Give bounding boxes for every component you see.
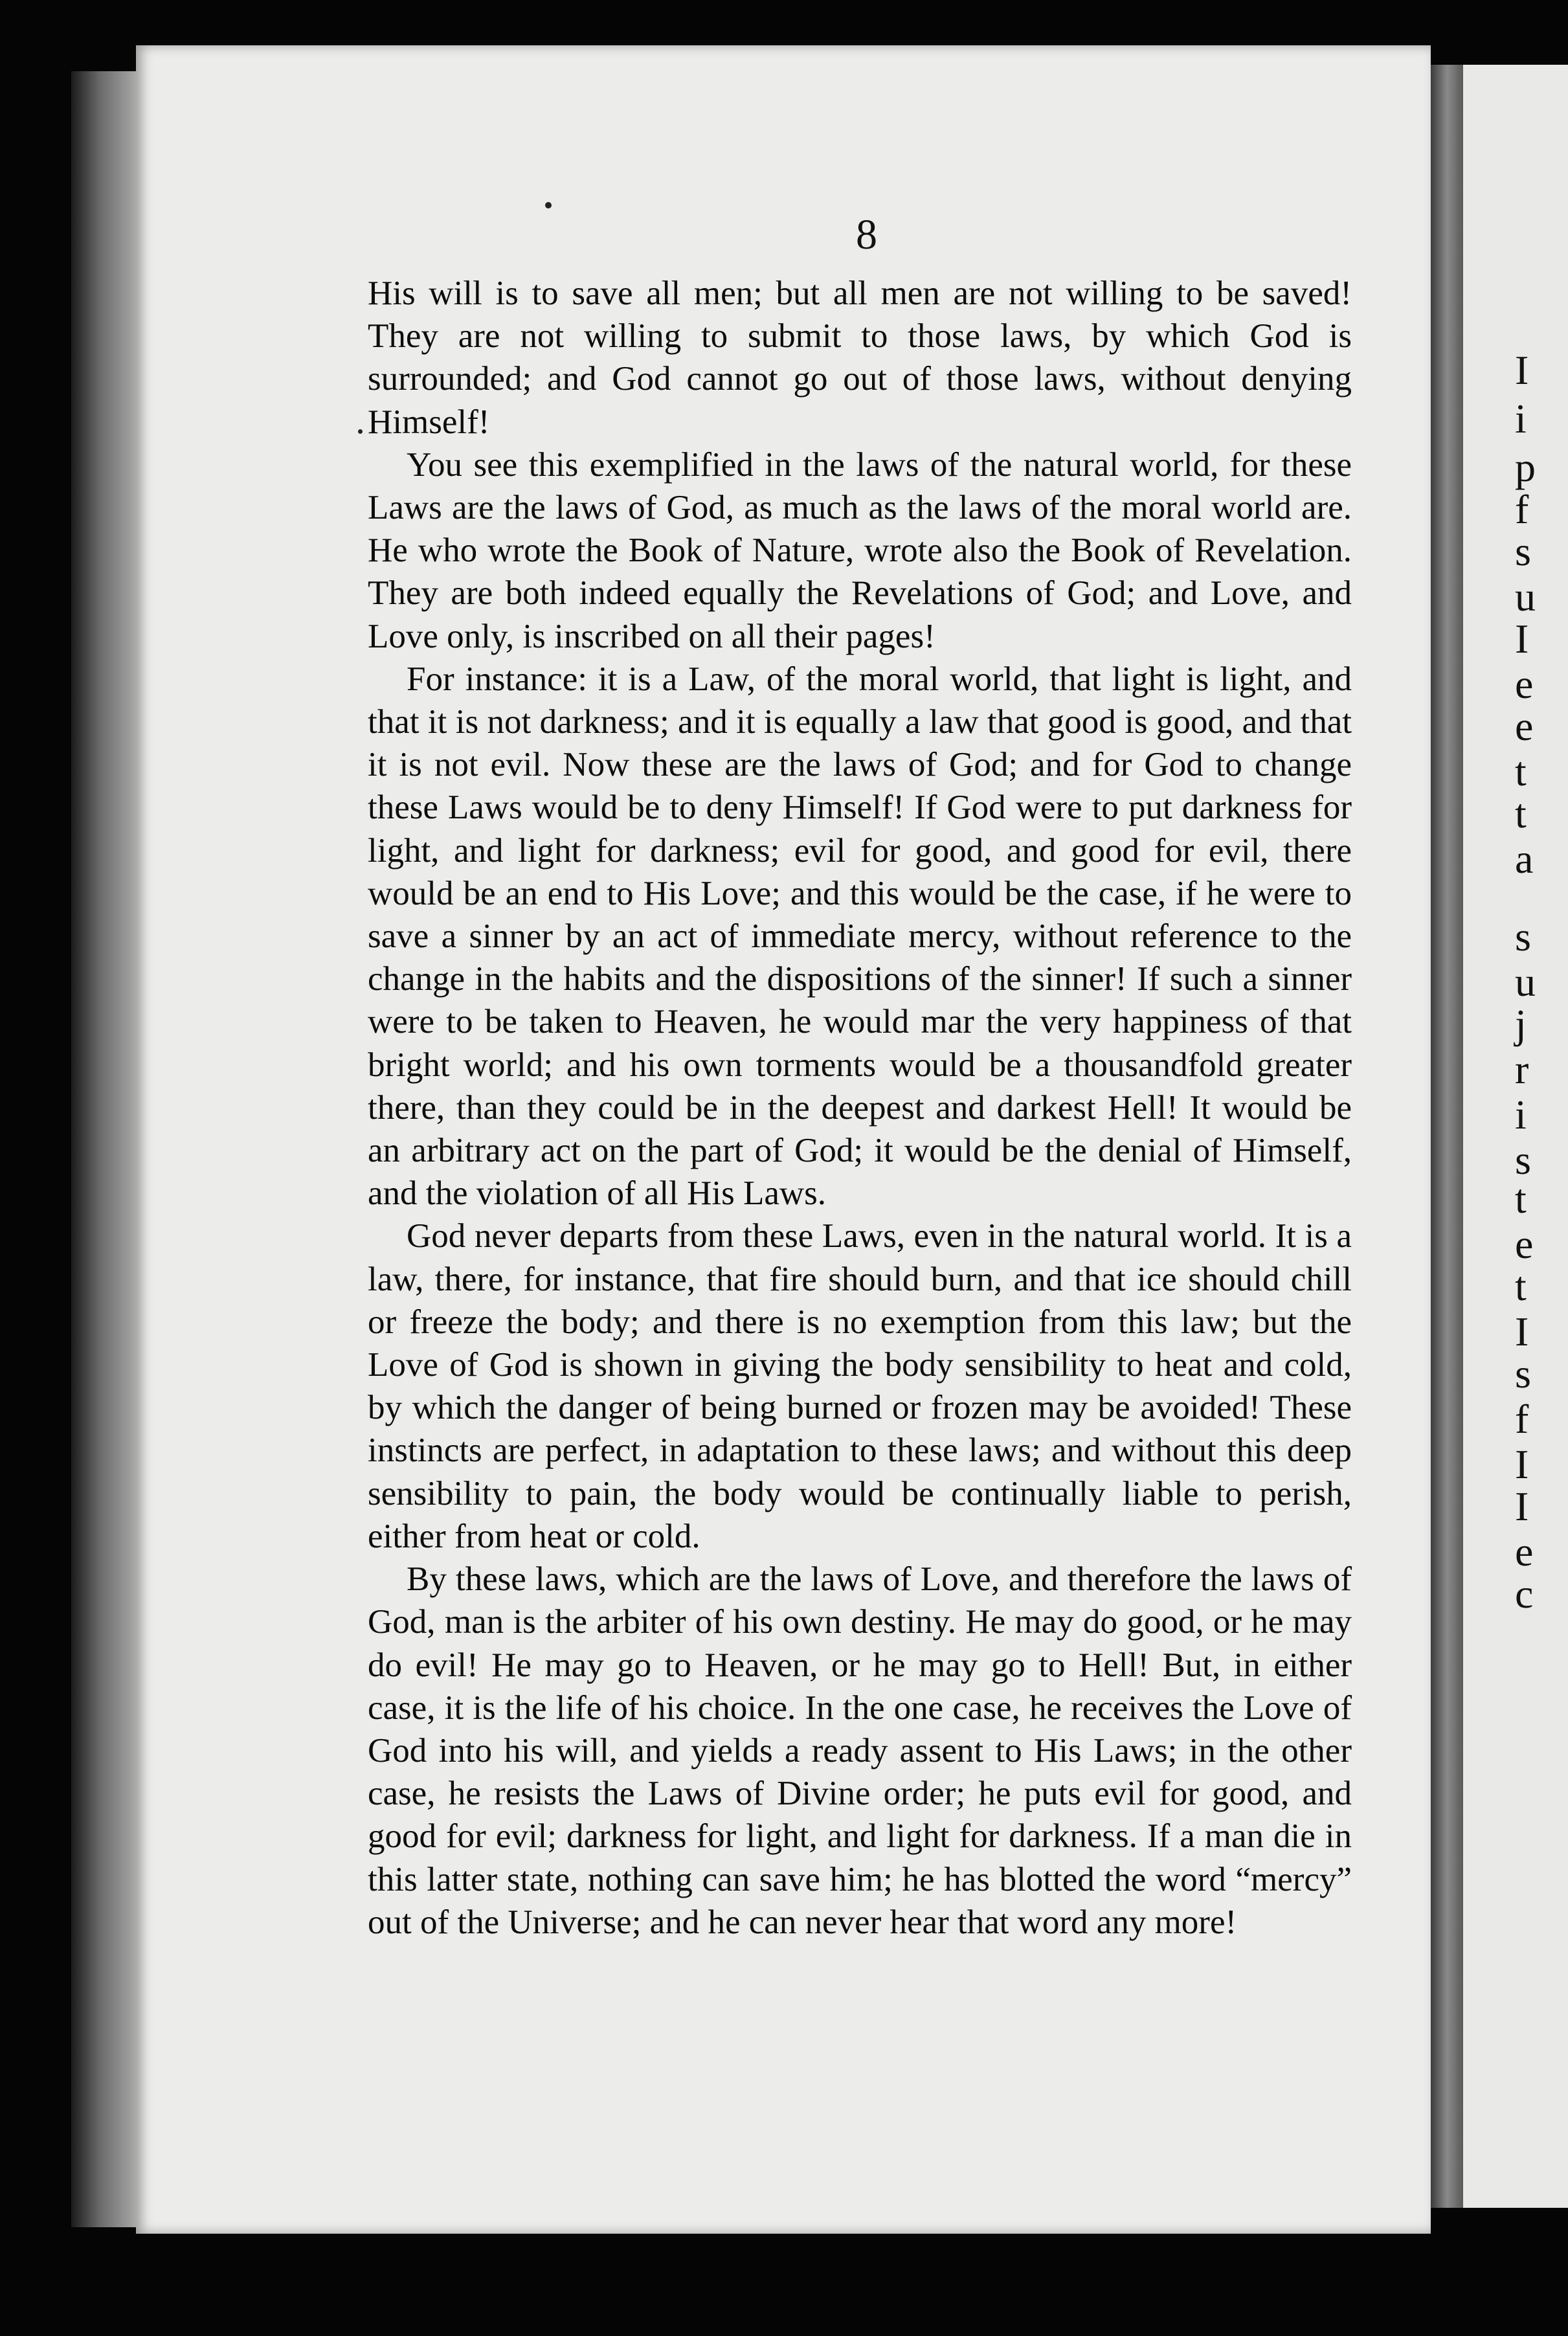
facing-page-fragment: u <box>1515 574 1536 620</box>
facing-page-fragment: e <box>1515 1221 1534 1267</box>
facing-page-fragment: t <box>1515 1176 1527 1222</box>
facing-page-fragment: a <box>1515 836 1534 882</box>
facing-page-fragment: f <box>1515 486 1529 532</box>
paragraph-2: You see this exemplified in the laws of the natural world, for these Laws are the laws of God, as much as the laws of the moral world are. He who wrote the Book of Nature, wrote also the Book of Revelation. They are both indeed equally the Revelations of God; and Love, and Love only, is inscribed on all their pages! <box>368 445 1352 655</box>
facing-page-fragment: t <box>1515 791 1527 837</box>
right-gutter-shadow <box>1431 65 1463 2208</box>
facing-page-fragment: t <box>1515 1263 1527 1309</box>
facing-page-fragment: s <box>1515 1137 1531 1183</box>
speck <box>358 429 363 434</box>
facing-page-fragment: i <box>1515 1092 1527 1138</box>
paragraph-1: His will is to save all men; but all men are not willing to be saved! They are not willing to submit to those laws, by which God is surrounded; and God cannot go out of those laws, without denying Himself! <box>368 275 1352 441</box>
facing-page-fragment: e <box>1515 661 1534 707</box>
facing-page-fragment: I <box>1515 1441 1529 1487</box>
facing-page-fragment: e <box>1515 1529 1534 1575</box>
facing-page-fragment: s <box>1515 528 1531 574</box>
facing-page-fragment: I <box>1515 1483 1529 1529</box>
facing-page-fragment: u <box>1515 959 1536 1005</box>
facing-page-fragment: I <box>1515 1308 1529 1354</box>
facing-page-fragment: t <box>1515 748 1527 794</box>
speck <box>545 202 552 208</box>
left-page-edge <box>71 71 142 2227</box>
facing-page-fragment: i <box>1515 396 1527 442</box>
facing-page-fragment: p <box>1515 444 1536 490</box>
paragraph-5: By these laws, which are the laws of Love, and therefore the laws of God, man is the arbiter of his own destiny. He may do good, or he may do evil! He may go to Heaven, or he may go to Hell! But, in either case, it is the life of his choice. In the one case, he receives the Love of God into his will, and yields a ready assent to His Laws; in the other case, he resists the Laws of Divine order; he puts evil for good, and good for evil; darkness for light, and light for darkness. If a man die in this latter state, nothing can save him; he has blotted the word “mercy” out of the Universe; and he can never hear that word any more! <box>368 1560 1352 1941</box>
facing-page-fragment: r <box>1515 1046 1529 1092</box>
facing-page-fragment: s <box>1515 914 1531 960</box>
facing-page-fragment: j <box>1515 1001 1527 1047</box>
facing-page-fragment: s <box>1515 1351 1531 1397</box>
facing-page-fragment: f <box>1515 1396 1529 1442</box>
body-text <box>368 272 1352 1944</box>
facing-page-fragment: c <box>1515 1571 1534 1617</box>
page-number: 8 <box>856 211 877 258</box>
facing-page-fragment: I <box>1515 347 1529 393</box>
facing-page-edge <box>1463 65 1568 2208</box>
facing-page-fragment: I <box>1515 616 1529 662</box>
paragraph-3: For instance: it is a Law, of the moral world, that light is light, and that it is not darkness; and it is equally a law that good is good, and that it is not evil. Now these are the laws of God; and for God to change these Laws would be to deny Himself! If God were to put darkness for light, and light for darkness; evil for good, and good for evil, there would be an end to His Love; and this would be the case, if he were to save a sinner by an act of immediate mercy, without reference to the change in the habits and the dispositions of the sinner! If such a sinner were to be taken to Heaven, he would mar the very happiness of that bright world; and his own torments would be a thousandfold greater there, than they could be in the deepest and darkest Hell! It would be an arbitrary act on the part of God; it would be the denial of Himself, and the violation of all His Laws. <box>368 660 1352 1213</box>
paragraph-4: God never departs from these Laws, even in the natural world. It is a law, there, for instance, that fire should burn, and that ice should chill or freeze the body; and there is no exemption from this law; but the Love of God is shown in giving the body sensibility to heat and cold, by which the danger of being burned or frozen may be avoided! These instincts are perfect, in adaptation to these laws; and without this deep sensibility to pain, the body would be continually liable to perish, either from heat or cold. <box>368 1217 1352 1555</box>
facing-page-fragment: e <box>1515 703 1534 749</box>
